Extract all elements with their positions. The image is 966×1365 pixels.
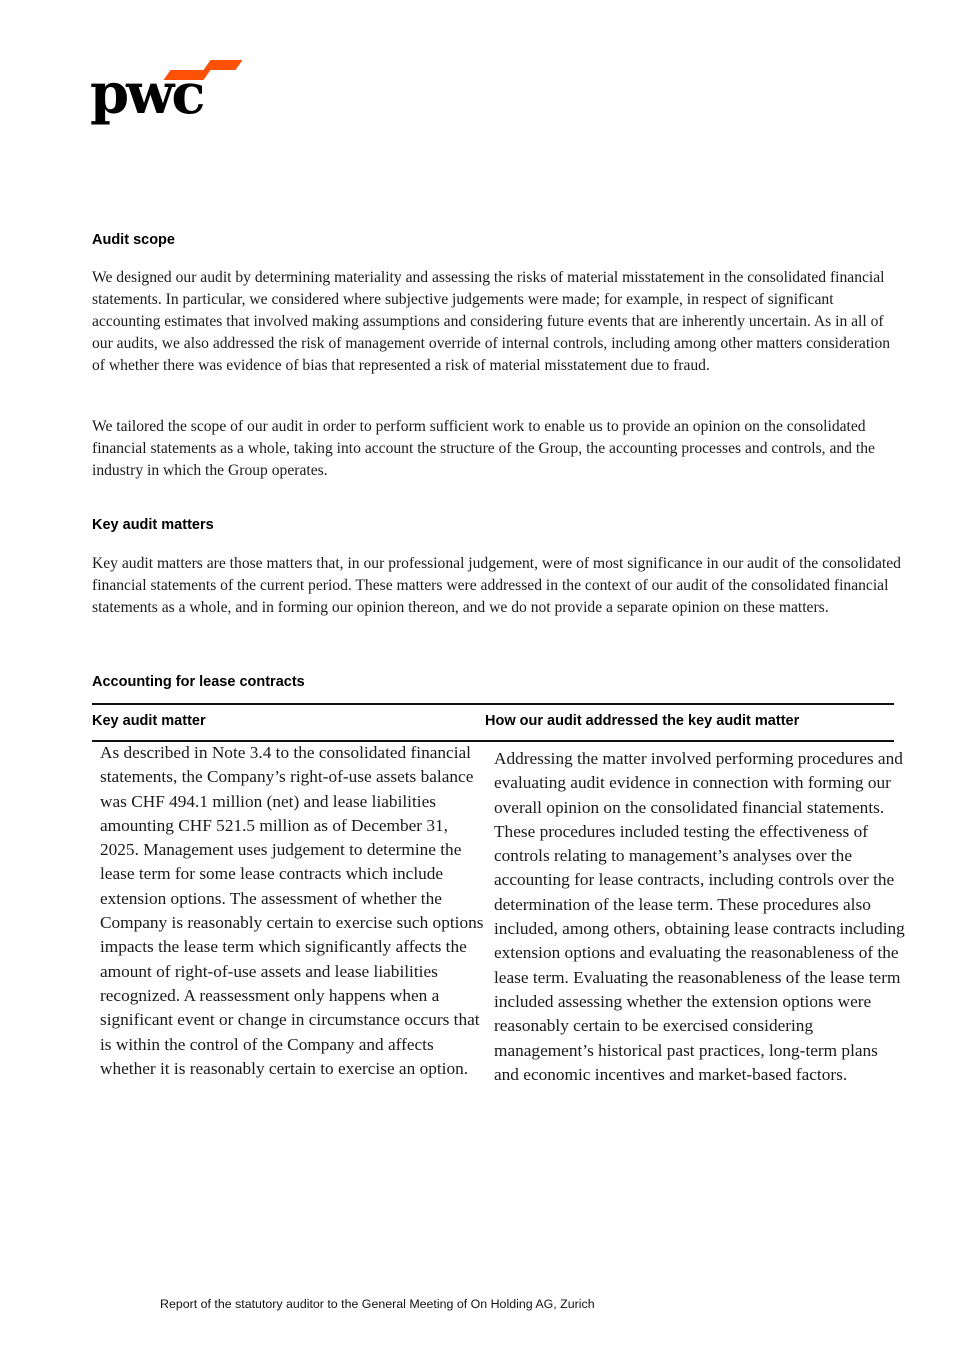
logo-wordmark: pwc <box>90 61 203 127</box>
lease-contracts-heading: Accounting for lease contracts <box>92 674 305 690</box>
column-header-how-addressed: How our audit addressed the key audit matter <box>485 713 800 729</box>
pwc-logo <box>90 58 240 133</box>
audit-scope-paragraph-1: We designed our audit by determining materiality and assessing the risks of material misstatement in the consolidated financial statements. In particular, we considered where subjective judgements were made; for example, in respect of significant accounting estimates that involved making assumptions and considering future events that are inherently uncertain. As in all of our audits, we also addressed the risk of management override of internal controls, including among other matters consideration of whether there was evidence of bias that represented a risk of material misstatement due to fraud. <box>92 269 891 375</box>
how-addressed-cell: Addressing the matter involved performing procedures and evaluating audit evidence in connection with forming our overall opinion on the consolidated financial statements. These procedures included testing the effectiveness of controls relating to management’s analyses over the accounting for lease contracts, including controls over the determination of the lease term. These procedures also included, among others, obtaining lease contracts including extension options and evaluating the reasonableness of the lease term. Evaluating the reasonableness of the lease term included assessing whether the extension options were reasonably certain to be exercised considering management’s historical past practices, long-term plans and economic incentives and market-based factors. <box>494 749 905 1084</box>
table-top-rule <box>92 703 894 705</box>
key-audit-matter-cell: As described in Note 3.4 to the consolidated financial statements, the Company’s right-of-use assets balance was CHF 494.1 million (net) and lease liabilities amounting CHF 521.5 million as of December 31, 2025. Management uses judgement to determine the lease term for some lease contracts which include extension options. The assessment of whether the Company is reasonably certain to exercise such options impacts the lease term which significantly affects the amount of right-of-use assets and lease liabilities recognized. A reassessment only happens when a significant event or change in circumstance occurs that is within the control of the Company and affects whether it is reasonably certain to exercise an option. <box>100 743 484 1078</box>
key-audit-matters-heading: Key audit matters <box>92 517 214 533</box>
key-audit-matters-paragraph: Key audit matters are those matters that, in our professional judgement, were of most significance in our audit of the consolidated financial statements of the current period. These matters were addressed in the context of our audit of the consolidated financial statements as a whole, and in forming our opinion thereon, and we do not provide a separate opinion on these matters. <box>92 555 901 617</box>
page-footer: Report of the statutory auditor to the General Meeting of On Holding AG, Zurich <box>160 1297 595 1311</box>
column-header-key-audit-matter: Key audit matter <box>92 713 206 729</box>
audit-scope-heading: Audit scope <box>92 232 175 248</box>
logo-accent-bar-right <box>203 60 242 70</box>
audit-scope-paragraph-2: We tailored the scope of our audit in order to perform sufficient work to enable us to provide an opinion on the consolidated financial statements as a whole, taking into account the structure of the Group, the accounting processes and controls, and the industry in which the Group operates. <box>92 418 875 480</box>
